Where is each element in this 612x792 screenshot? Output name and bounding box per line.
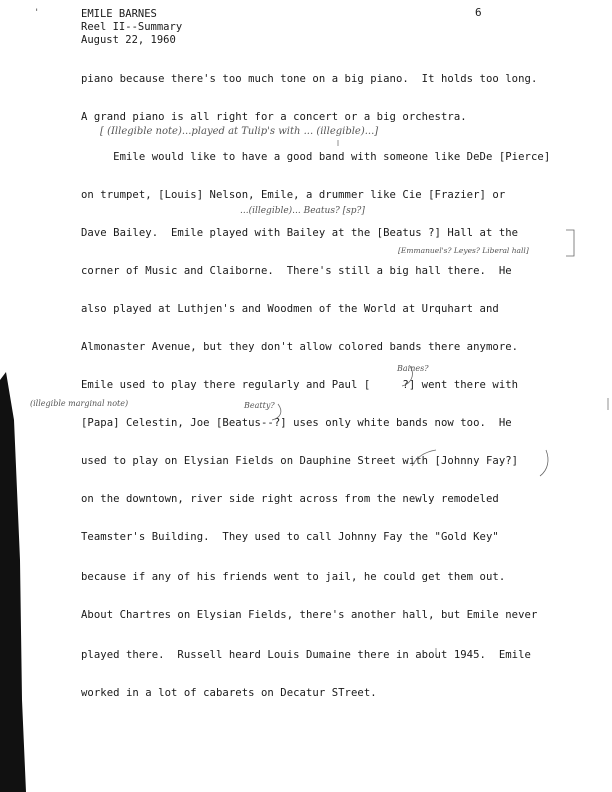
body-line-6: corner of Music and Claiborne. There's still a big hall there. He xyxy=(81,265,512,277)
caret-mark xyxy=(412,450,436,466)
body-line-11: used to play on Elysian Fields on Dauphine Street with [Johnny Fay?] xyxy=(81,455,519,467)
body-line-7: also played at Luthjen's and Woodmen of the World at Urquhart and xyxy=(81,303,499,315)
handwritten-note-5: Beatty? xyxy=(244,401,275,410)
bracket-mark xyxy=(566,230,574,256)
dark-binding-edge xyxy=(0,372,26,792)
body-line-2: A grand piano is all right for a concert or a big orchestra. xyxy=(81,111,467,123)
header-reel: Reel II--Summary xyxy=(81,21,183,33)
body-line-3: Emile would like to have a good band with someone like DeDe [Pierce] xyxy=(81,151,551,163)
handwritten-note-3: [Emmanuel's? Leyes? Liberal hall] xyxy=(398,246,529,255)
body-line-17: worked in a lot of cabarets on Decatur STreet. xyxy=(81,687,377,699)
arrow-mark-3 xyxy=(540,450,548,476)
header-name: EMILE BARNES xyxy=(81,8,157,20)
header-date: August 22, 1960 xyxy=(81,34,176,46)
body-line-15: About Chartres on Elysian Fields, there's another hall, but Emile never xyxy=(81,609,538,621)
handwritten-note-1: [ (Illegible note)...played at Tulip's with ... (illegible)...] xyxy=(100,126,379,137)
margin-tick: ' xyxy=(34,8,40,18)
arrow-mark-2 xyxy=(272,404,281,420)
body-line-14: because if any of his friends went to jail, he could get them out. xyxy=(81,571,506,583)
body-line-8: Almonaster Avenue, but they don't allow colored bands there anymore. xyxy=(81,341,519,353)
handwritten-note-6: (illegible marginal note) xyxy=(30,399,129,408)
body-line-1: piano because there's too much tone on a big piano. It holds too long. xyxy=(81,73,538,85)
body-line-13: Teamster's Building. They used to call Johnny Fay the "Gold Key" xyxy=(81,531,499,543)
handwritten-note-4: Baines? xyxy=(397,364,429,373)
body-line-9: Emile used to play there regularly and Paul [ ?] went there with xyxy=(81,379,519,391)
body-line-16: played there. Russell heard Louis Dumaine there in about 1945. Emile xyxy=(81,649,531,661)
arrow-mark xyxy=(402,366,412,386)
body-line-5: Dave Bailey. Emile played with Bailey at the [Beatus ?] Hall at the xyxy=(81,227,519,239)
body-line-12: on the downtown, river side right across from the newly remodeled xyxy=(81,493,499,505)
body-line-4: on trumpet, [Louis] Nelson, Emile, a drummer like Cie [Frazier] or xyxy=(81,189,506,201)
page-number: 6 xyxy=(475,6,482,19)
handwritten-note-2: ...(illegible)... Beatus? [sp?] xyxy=(240,206,365,216)
body-line-10: [Papa] Celestin, Joe [Beatus--?] uses only white bands now too. He xyxy=(81,417,512,429)
